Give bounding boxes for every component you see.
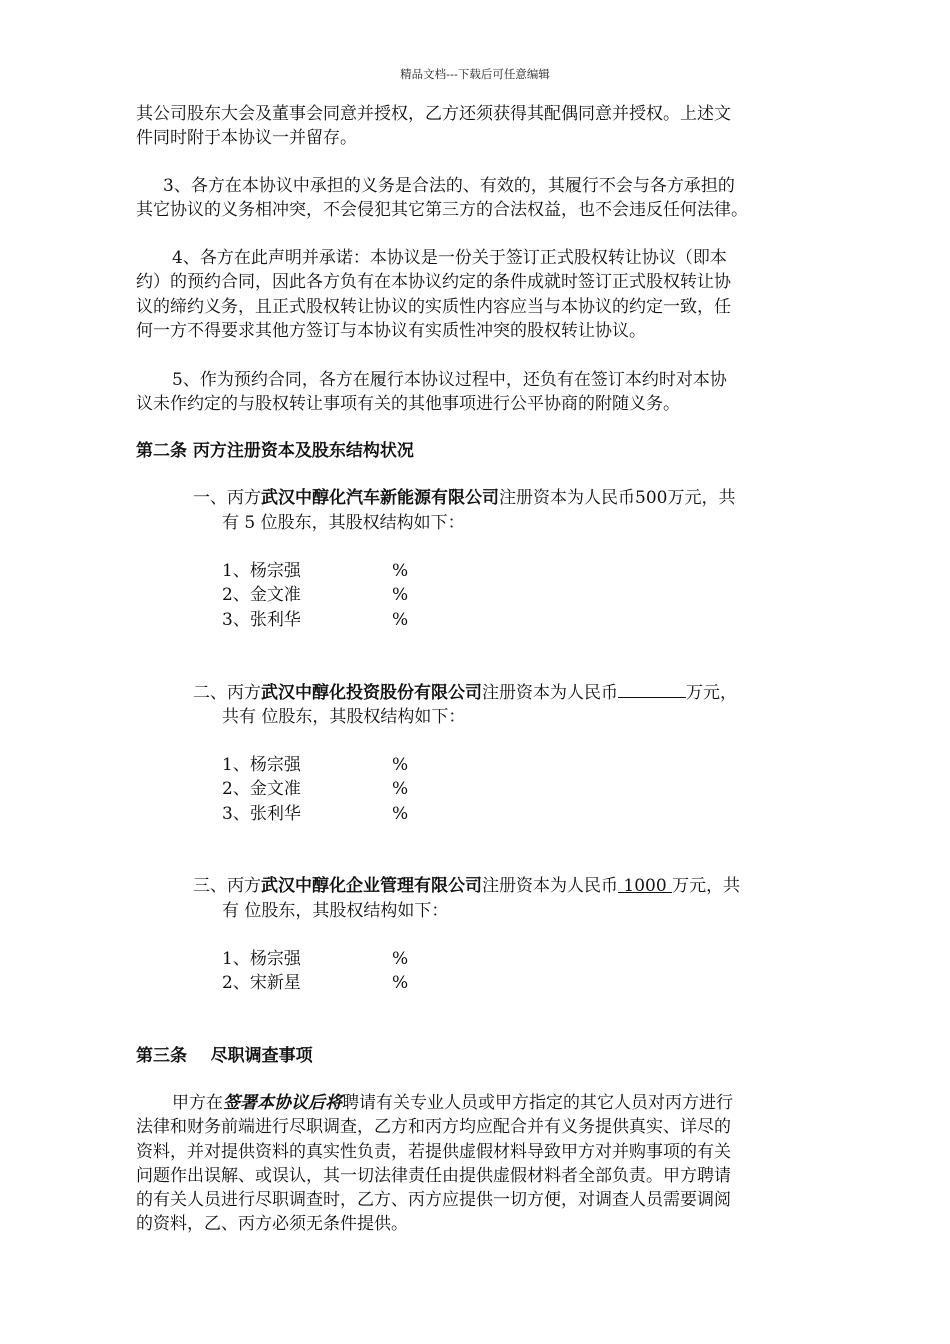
clause-5-line: 议未作约定的与股权转让事项有关的其他事项进行公平协商的附随义务。 bbox=[136, 394, 680, 414]
company-1-line bbox=[193, 487, 735, 509]
company-2-suffix: 注册资本为人民币 bbox=[482, 683, 618, 703]
company-2-line bbox=[193, 681, 737, 704]
shareholder-row bbox=[222, 972, 462, 994]
shareholder-name: 2、宋新星 bbox=[222, 973, 301, 993]
percent-value: % bbox=[392, 804, 409, 824]
company-3-shareholders-line: 有 位股东，其股权结构如下： bbox=[222, 901, 449, 921]
company-3-name: 武汉中醇化企业管理有限公司 bbox=[261, 876, 482, 896]
company-3-unit: 万元，共 bbox=[672, 876, 741, 896]
shareholder-row bbox=[222, 754, 462, 776]
company-2-prefix: 二、丙方 bbox=[193, 683, 261, 703]
company-2-unit: 万元， bbox=[686, 683, 737, 703]
article-3-line: 的有关人员进行尽职调查时，乙方、丙方应提供一切方便，对调查人员需要调阅 bbox=[136, 1190, 731, 1210]
company-3-suffix: 注册资本为人民币 bbox=[482, 876, 618, 896]
shareholder-name: 3、张利华 bbox=[222, 804, 301, 824]
article-3-text: 甲方在 bbox=[172, 1093, 223, 1113]
clause-3-line: 3、各方在本协议中承担的义务是合法的、有效的，其履行不会与各方承担的 bbox=[163, 176, 735, 196]
shareholder-name: 2、金文准 bbox=[222, 779, 301, 799]
company-3-prefix: 三、丙方 bbox=[193, 876, 261, 896]
company-2-name: 武汉中醇化投资股份有限公司 bbox=[261, 683, 482, 703]
article-3-line: 法律和财务前端进行尽职调查，乙方和丙方均应配合并有义务提供真实、详尽的 bbox=[136, 1117, 731, 1137]
shareholder-name: 2、金文准 bbox=[222, 585, 301, 605]
article-2-heading: 第二条 丙方注册资本及股东结构状况 bbox=[136, 441, 414, 461]
shareholder-name: 3、张利华 bbox=[222, 610, 301, 630]
shareholder-row bbox=[222, 584, 462, 606]
article-3-emphasis: 签署本协议后将 bbox=[223, 1093, 342, 1113]
paragraph-line: 件同时附于本协议一并留存。 bbox=[136, 128, 357, 148]
percent-value: % bbox=[392, 779, 409, 799]
company-1-name: 武汉中醇化汽车新能源有限公司 bbox=[261, 488, 499, 508]
shareholder-row bbox=[222, 609, 462, 631]
article-3-line: 的资料，乙、丙方必须无条件提供。 bbox=[136, 1214, 408, 1234]
company-1-suffix: 注册资本为人民币500万元，共 bbox=[499, 488, 736, 508]
company-3-line bbox=[193, 875, 740, 897]
clause-3-line: 其它协议的义务相冲突，不会侵犯其它第三方的合法权益，也不会违反任何法律。 bbox=[136, 200, 748, 220]
clause-4-line: 议的缔约义务，且正式股权转让协议的实质性内容应当与本协议的约定一致，任 bbox=[136, 297, 731, 317]
clause-4-line: 约）的预约合同，因此各方负有在本协议约定的条件成就时签订正式股权转让协 bbox=[136, 272, 731, 292]
percent-value: % bbox=[392, 585, 409, 605]
shareholder-name: 1、杨宗强 bbox=[222, 755, 301, 775]
percent-value: % bbox=[392, 949, 409, 969]
shareholder-name: 1、杨宗强 bbox=[222, 949, 301, 969]
clause-4-line: 何一方不得要求其他方签订与本协议有实质性冲突的股权转让协议。 bbox=[136, 321, 646, 341]
shareholder-row bbox=[222, 778, 462, 800]
shareholder-name: 1、杨宗强 bbox=[222, 561, 301, 581]
shareholder-row bbox=[222, 803, 462, 825]
article-3-text: 聘请有关专业人员或甲方指定的其它人员对丙方进行 bbox=[342, 1093, 733, 1113]
company-2-shareholders-line: 共有 位股东，其股权结构如下： bbox=[222, 707, 466, 727]
shareholder-row bbox=[222, 560, 462, 582]
percent-value: % bbox=[392, 755, 409, 775]
company-1-prefix: 一、丙方 bbox=[193, 488, 261, 508]
percent-value: % bbox=[392, 561, 409, 581]
article-3-line: 资料，并对提供资料的真实性负责，若提供虚假材料导致甲方对并购事项的有关 bbox=[136, 1142, 731, 1162]
blank-amount-field bbox=[618, 681, 686, 698]
paragraph-line: 其公司股东大会及董事会同意并授权，乙方还须获得其配偶同意并授权。上述文 bbox=[136, 104, 731, 124]
company-3-amount: 1000 bbox=[618, 876, 673, 896]
article-3-line: 问题作出误解、或误认，其一切法律责任由提供虚假材料者全部负责。甲方聘请 bbox=[136, 1166, 731, 1186]
shareholder-row bbox=[222, 948, 462, 970]
page-header: 精品文档---下载后可任意编辑 bbox=[400, 67, 550, 81]
percent-value: % bbox=[392, 610, 409, 630]
company-1-shareholders-line: 有 5 位股东，其股权结构如下： bbox=[222, 513, 465, 533]
article-3-heading: 第三条 尽职调查事项 bbox=[136, 1046, 313, 1066]
percent-value: % bbox=[392, 973, 409, 993]
clause-4-line: 4、各方在此声明并承诺：本协议是一份关于签订正式股权转让协议（即本 bbox=[172, 248, 727, 268]
clause-5-line: 5、作为预约合同，各方在履行本协议过程中，还负有在签订本约时对本协 bbox=[172, 370, 727, 390]
article-3-line bbox=[172, 1092, 733, 1114]
